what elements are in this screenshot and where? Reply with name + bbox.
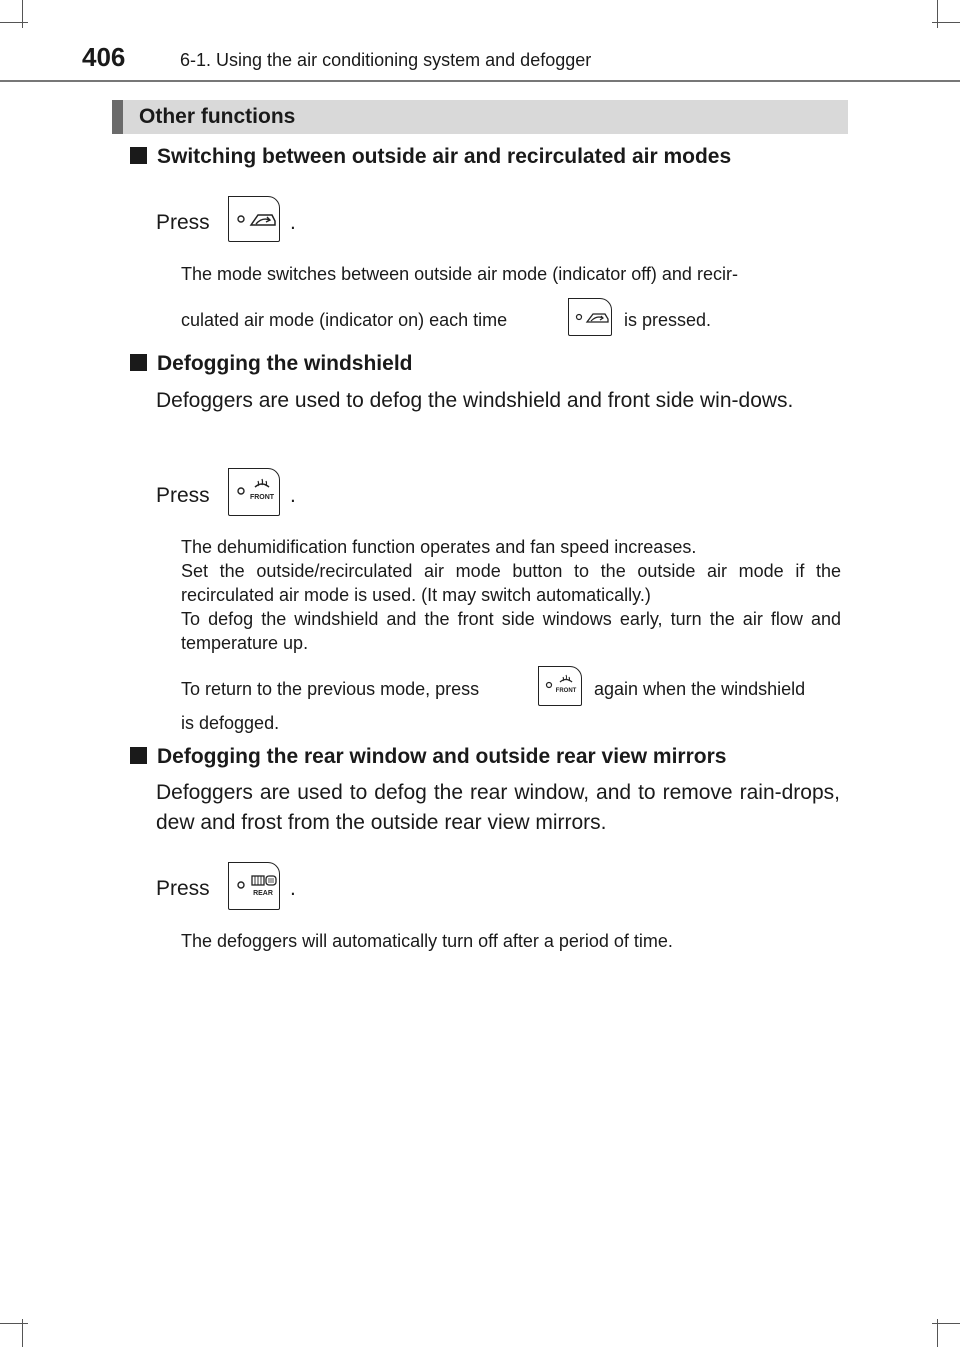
body-text: Defoggers are used to defog the rear window, and to remove rain-drops, dew and frost from the outside rear view mirrors. [156,781,840,834]
section-bar [112,100,848,134]
section-title: Other functions [139,105,296,128]
rear-label: REAR [253,890,273,897]
running-head: 6-1. Using the air conditioning system and defogger [180,50,592,70]
body-text: Defoggers are used to defog the windshield and front side win-dows. [156,389,794,412]
rear-defogger-icon [229,863,281,911]
press-period: . [290,211,296,234]
note-text: To return to the previous mode, press [181,679,480,699]
front-defroster-button-inline[interactable] [538,666,582,706]
recirculation-button[interactable] [228,196,280,242]
crop-mark [22,1319,23,1347]
note-text: Set the outside/recirculated air mode button to the outside air mode if the recirculated air mode is used. (It may switch automatically.) [181,561,841,605]
recirculation-icon [569,299,613,337]
press-label: Press [156,211,210,234]
crop-mark [0,1323,28,1324]
subsection-heading-recirc: Switching between outside air and recirculated air modes [130,145,731,169]
subsection-heading-rear: Defogging the rear window and outside rear view mirrors [130,745,726,769]
rear-defogger-button[interactable] [228,862,280,910]
crop-mark [937,1319,938,1347]
front-label: FRONT [249,494,275,501]
recirculation-icon [229,197,281,243]
front-label: FRONT [555,688,577,694]
front-defroster-button[interactable] [228,468,280,516]
note-text: is defogged. [181,713,280,733]
note-text: again when the windshield [594,679,806,699]
square-bullet-icon [130,747,147,764]
note-text: The dehumidification function operates and fan speed increases. [181,537,697,557]
front-defroster-icon [229,469,281,517]
header-rule [0,80,960,82]
square-bullet-icon [130,147,147,164]
note-text: culated air mode (indicator on) each time [181,310,508,330]
press-period: . [290,484,296,507]
note-text: The defoggers will automatically turn off after a period of time. [181,931,673,951]
square-bullet-icon [130,354,147,371]
press-period: . [290,877,296,900]
crop-mark [0,22,28,23]
page-number: 406 [82,42,126,72]
press-label: Press [156,877,210,900]
crop-mark [937,0,938,28]
press-label: Press [156,484,210,507]
note-text: To defog the windshield and the front side windows early, turn the air flow and temperature up. [181,609,841,653]
crop-mark [22,0,23,28]
note-text: The mode switches between outside air mode (indicator off) and recir- [181,264,738,284]
recirculation-button-inline[interactable] [568,298,612,336]
subsection-heading-front: Defogging the windshield [130,352,413,376]
note-text: is pressed. [624,310,712,330]
front-defroster-icon [539,667,583,707]
